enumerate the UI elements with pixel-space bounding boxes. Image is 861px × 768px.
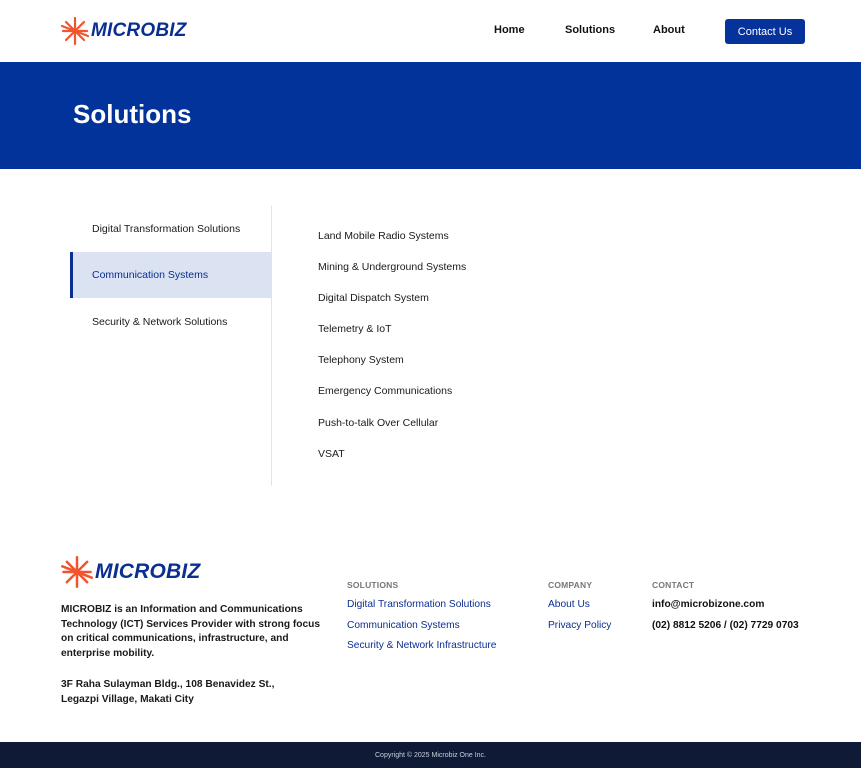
solution-vsat[interactable]: VSAT bbox=[318, 447, 345, 460]
contact-phone[interactable]: (02) 8812 5206 / (02) 7729 0703 bbox=[652, 619, 799, 631]
footer-link-security-network[interactable]: Security & Network Infrastructure bbox=[347, 640, 497, 651]
address-line-1: 3F Raha Sulayman Bldg., 108 Benavidez St., bbox=[61, 679, 275, 690]
copyright-bar bbox=[0, 742, 861, 768]
contact-us-button[interactable]: Contact Us bbox=[725, 19, 805, 44]
solution-telephony[interactable]: Telephony System bbox=[318, 354, 404, 367]
solutions-sidebar bbox=[70, 206, 272, 486]
nav-solutions-link[interactable]: Solutions bbox=[565, 24, 616, 36]
footer-link-about-us[interactable]: About Us bbox=[548, 599, 590, 610]
sidebar-item-security-network[interactable]: Security & Network Solutions bbox=[92, 316, 228, 328]
solutions-list bbox=[318, 229, 618, 478]
footer-contact-heading: CONTACT bbox=[652, 580, 695, 590]
footer-link-communication-systems[interactable]: Communication Systems bbox=[347, 619, 460, 631]
solution-land-mobile-radio[interactable]: Land Mobile Radio Systems bbox=[318, 230, 449, 242]
footer-link-privacy-policy[interactable]: Privacy Policy bbox=[548, 619, 612, 631]
nav-home-link[interactable]: Home bbox=[494, 24, 525, 36]
solution-mining-underground[interactable]: Mining & Underground Systems bbox=[318, 261, 467, 274]
sidebar-item-communication-systems[interactable]: Communication Systems bbox=[70, 252, 271, 298]
hero-banner bbox=[0, 62, 861, 169]
solution-telemetry-iot[interactable]: Telemetry & IoT bbox=[318, 323, 392, 336]
site-header bbox=[0, 0, 861, 62]
solution-push-to-talk[interactable]: Push-to-talk Over Cellular bbox=[318, 416, 439, 429]
nav-about-link[interactable]: About bbox=[653, 24, 685, 36]
main-nav bbox=[0, 19, 861, 44]
sidebar-item-digital-transformation[interactable]: Digital Transformation Solutions bbox=[92, 223, 241, 235]
footer-solutions-column bbox=[347, 580, 496, 661]
footer-description: MICROBIZ is an Information and Communications Technology (ICT) Services Provider with strong focus on critical communications, infrastructure, and enterprise mobility. bbox=[61, 604, 321, 659]
solution-emergency-comms[interactable]: Emergency Communications bbox=[318, 385, 453, 398]
solution-digital-dispatch[interactable]: Digital Dispatch System bbox=[318, 292, 429, 305]
footer-link-digital-transformation[interactable]: Digital Transformation Solutions bbox=[347, 599, 491, 610]
page-title: Solutions bbox=[73, 99, 192, 129]
contact-email[interactable]: info@microbizone.com bbox=[652, 599, 765, 610]
copyright-text: Copyright © 2025 Microbiz One Inc. bbox=[375, 751, 486, 759]
header-logo-text: MICROBIZ bbox=[91, 20, 187, 41]
starburst-logo-icon bbox=[60, 555, 94, 589]
footer-company-column bbox=[548, 580, 611, 640]
footer-contact-column bbox=[652, 580, 799, 640]
footer-solutions-heading: SOLUTIONS bbox=[347, 580, 399, 590]
footer-logo-text: MICROBIZ bbox=[95, 560, 201, 583]
footer-logo[interactable] bbox=[60, 555, 200, 589]
footer-company-heading: COMPANY bbox=[548, 580, 593, 590]
address-line-2: Legazpi Village, Makati City bbox=[61, 693, 194, 705]
footer-address bbox=[61, 678, 301, 707]
